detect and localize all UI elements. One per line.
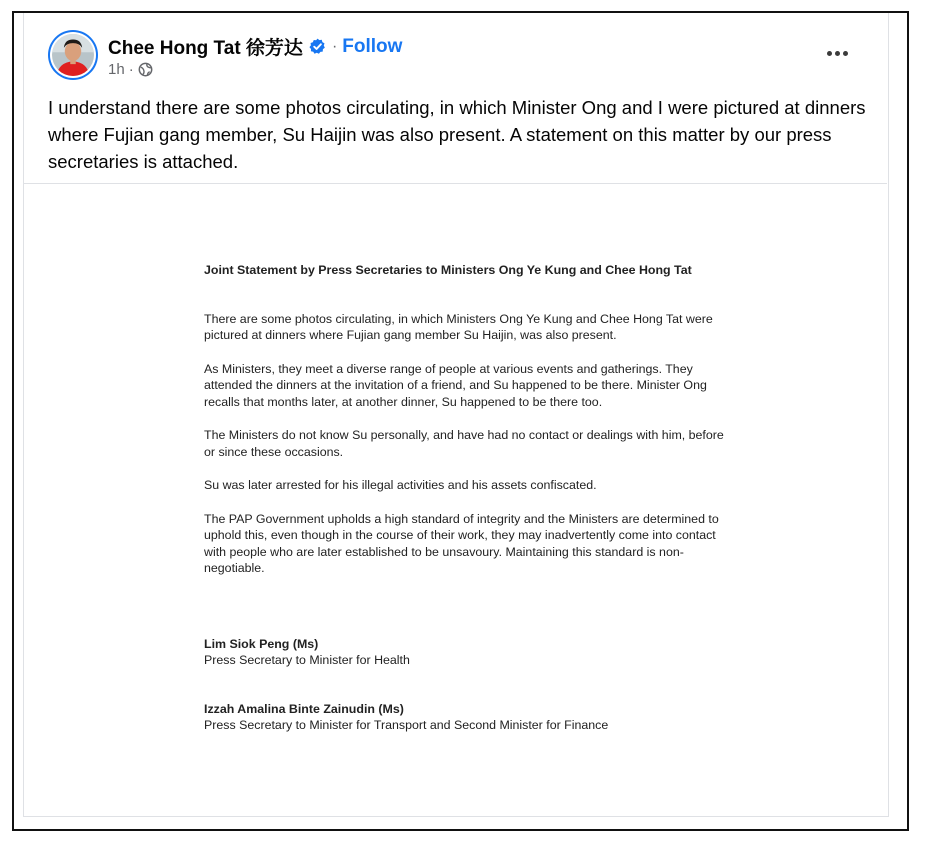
signatory-block bbox=[204, 636, 724, 669]
document-title: Joint Statement by Press Secretaries to Ministers Ong Ye Kung and Chee Hong Tat bbox=[204, 263, 692, 277]
separator-dot: · bbox=[331, 37, 338, 55]
author-row bbox=[108, 33, 402, 60]
signatory-name: Izzah Amalina Binte Zainudin (Ms) bbox=[204, 701, 404, 716]
post-meta bbox=[108, 61, 153, 78]
document-paragraph: Su was later arrested for his illegal activities and his assets confiscated. bbox=[204, 478, 597, 492]
post-timestamp[interactable]: 1h bbox=[108, 61, 125, 78]
document-paragraph: As Ministers, they meet a diverse range of people at various events and gatherings. They attended the dinners at the invitation of a friend, and Su happened to be there. Minister Ong recalls that months later, at another dinner, Su happened to be there too. bbox=[204, 361, 707, 409]
signatory-role: Press Secretary to Minister for Transport and Second Minister for Finance bbox=[204, 718, 609, 732]
follow-button[interactable]: Follow bbox=[342, 35, 403, 57]
content-divider bbox=[23, 183, 887, 184]
document-paragraph: The Ministers do not know Su personally, and have had no contact or dealings with him, before or since these occasions. bbox=[204, 428, 724, 459]
verified-badge-icon bbox=[309, 38, 326, 55]
globe-icon[interactable] bbox=[138, 62, 153, 77]
more-options-icon[interactable] bbox=[822, 41, 852, 65]
avatar[interactable] bbox=[48, 30, 98, 80]
signatory-role: Press Secretary to Minister for Health bbox=[204, 653, 410, 667]
statement-document[interactable] bbox=[204, 262, 724, 734]
document-paragraph: There are some photos circulating, in which Ministers Ong Ye Kung and Chee Hong Tat were pictured at dinners where Fujian gang member Su Haijin, was also present. bbox=[204, 311, 713, 342]
meta-separator: · bbox=[128, 61, 134, 78]
document-paragraph: The PAP Government upholds a high standard of integrity and the Ministers are determined to uphold this, even though in the course of their work, they may inadvertently come into contact with people who are later established to be unsavoury. Maintaining this standard is non-negotiable. bbox=[204, 511, 719, 575]
post-body-text: I understand there are some photos circulating, in which Minister Ong and I were pictured at dinners where Fujian gang member, Su Haijin was also present. A statement on this matter by our press secretaries is attached. bbox=[48, 97, 866, 172]
post-card bbox=[12, 11, 909, 831]
author-name[interactable]: Chee Hong Tat 徐芳达 bbox=[108, 38, 303, 59]
signatory-name: Lim Siok Peng (Ms) bbox=[204, 636, 319, 651]
avatar-photo bbox=[52, 34, 94, 76]
signatory-block bbox=[204, 701, 724, 734]
